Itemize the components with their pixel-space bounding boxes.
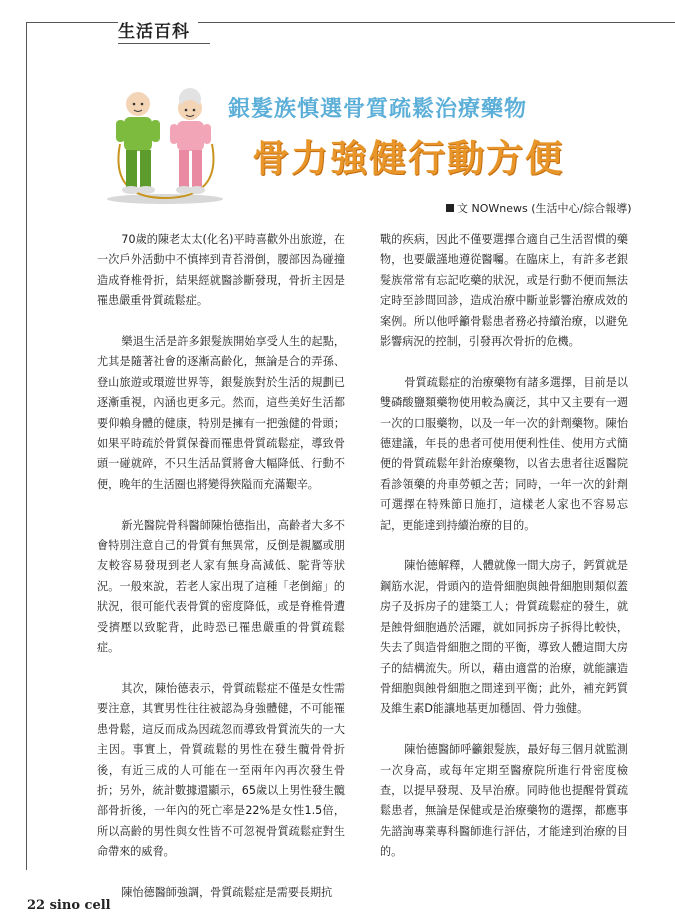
- article-column-left: [97, 230, 345, 924]
- byline-text: 文 NOWnews (生活中心/綜合報導): [457, 202, 632, 215]
- paragraph: 戰的疾病，因此不僅要選擇合適自己生活習慣的藥物，也要嚴謹地遵從醫囑。在臨床上，有許多老銀髮族常常有忘記吃藥的狀況，或是行動不便而無法定時至診間回診，造成治療中斷並影響治療成效的案例。所以他呼籲骨鬆患者務必持續治療，以避免影響病況的控制，引發再次骨折的危機。: [380, 233, 628, 349]
- paragraph: 70歲的陳老太太(化名)平時喜歡外出旅遊，在一次戶外活動中不慎摔到青苔滑倒，腰部因為碰撞造成脊椎骨折，結果經就醫診斷發現，骨折主因是罹患嚴重骨質疏鬆症。: [97, 233, 345, 308]
- headline-subtitle: 骨力強健行動方便: [252, 137, 564, 180]
- paragraph: 陳怡德醫師強調，骨質疏鬆症是需要長期抗: [121, 885, 333, 899]
- headline-title: 銀髮族慎選骨質疏鬆治療藥物: [228, 97, 528, 122]
- section-header: [118, 14, 198, 44]
- section-label: 生活百科: [118, 17, 198, 42]
- paragraph: 新光醫院骨科醫師陳怡德指出，高齡者大多不會特別注意自己的骨質有無異常，反倒是親屬或朋友較容易發現到老人家有無身高減低、駝背等狀況。一般來說，若老人家出現了這種「老倒縮」的狀況，很可能代表骨質的密度降低，或是脊椎骨遭受擠壓以致駝背，此時恐已罹患嚴重的骨質疏鬆症。: [97, 518, 345, 655]
- section-rule: [118, 43, 210, 44]
- paragraph: 樂退生活是許多銀髮族開始享受人生的起點，尤其是隨著社會的逐漸高齡化，無論是合的弄孫、登山旅遊或環遊世界等，銀髮族對於生活的規劃已逐漸重視，內涵也更多元。然而，這些美好生活都要仰賴身體的健康，特別是擁有一把強健的骨頭；如果平時疏於骨質保養而罹患骨質疏鬆症，導致骨頭一碰就碎，不只生活品質將會大幅降低、行動不便，晚年的生活圈也將變得狹隘而充滿艱辛。: [97, 335, 345, 491]
- article-column-right: [380, 230, 628, 883]
- paragraph: 陳怡德醫師呼籲銀髮族，最好每三個月就監測一次身高，或每年定期至醫療院所進行骨密度檢查，以提早發現、及早治療。同時他也提醒骨質疏鬆患者，無論是保健或是治療藥物的選擇，都應事先諮詢專業專科醫師進行評估，才能達到治療的目的。: [380, 743, 628, 859]
- byline: [446, 200, 632, 216]
- paragraph: 陳怡德解釋，人體就像一間大房子，鈣質就是鋼筋水泥，骨頭內的造骨細胞與蝕骨細胞則類似蓋房子及拆房子的建築工人；骨質疏鬆症的發生，就是蝕骨細胞過於活躍，就如同拆房子拆得比較快，失去了與造骨細胞之間的平衡，導致人體這間大房子的結構流失。所以，藉由適當的治療，就能讓造骨細胞與蝕骨細胞之間達到平衡；此外，補充鈣質及維生素D能讓地基更加穩固、骨力強健。: [380, 559, 628, 716]
- byline-marker-icon: [446, 204, 454, 212]
- paragraph: 其次，陳怡德表示，骨質疏鬆症不僅是女性需要注意，其實男性往往被認為身強體健，不可能罹患骨鬆，這反而成為因疏忽而導致骨質流失的一大主因。事實上，骨質疏鬆的男性在發生髖骨骨折後，有近三成的人可能在一至兩年內再次發生骨折；另外，統計數據還顯示，65歲以上男性發生髖部骨折後，一年內的死亡率是22%是女性1.5倍，所以高齡的男性與女性皆不可忽視骨質疏鬆症對生命帶來的威脅。: [97, 681, 345, 859]
- paragraph: 骨質疏鬆症的治療藥物有諸多選擇，目前是以雙磷酸鹽類藥物使用較為廣泛，其中又主要有一週一次的口服藥物，以及一年一次的針劑藥物。陳怡德建議，年長的患者可使用便利性佳、使用方式簡便的骨質疏鬆年針治療藥物，以省去患者往返醫院看診領藥的舟車勞頓之苦；同時，一年一次的針劑可選擇在特殊節日施打，這樣老人家也不容易忘記，更能達到持續治療的目的。: [380, 375, 628, 532]
- elderly-couple-jump-rope-illustration: [90, 86, 240, 206]
- page-folio: 22 sino cell: [27, 898, 111, 913]
